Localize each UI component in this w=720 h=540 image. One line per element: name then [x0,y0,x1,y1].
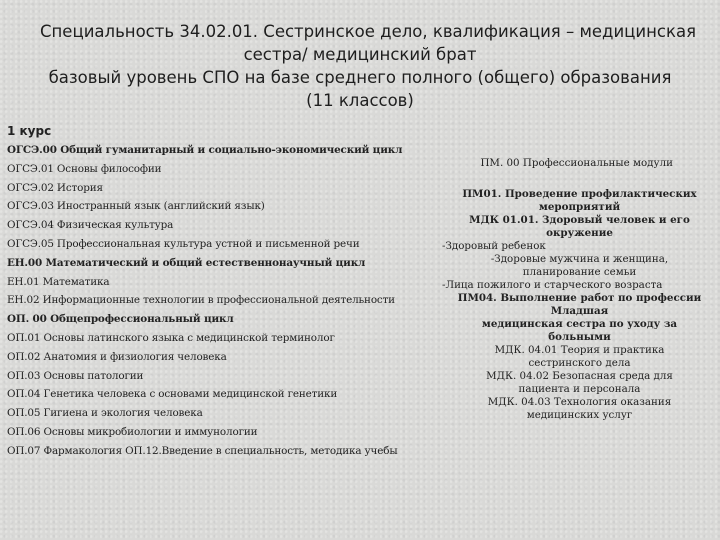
list-item: ОГСЭ.03 Иностранный язык (английский язык) [7,200,265,213]
pm01-line-1: ПМ01. Проведение профилактических [462,188,697,200]
document-title [40,20,697,112]
mdk0101-line-2: окружение [546,227,613,239]
list-item: ОГСЭ.01 Основы философии [7,162,162,175]
mdk0401-line-1: МДК. 04.01 Теория и практика [494,344,665,356]
list-item: ОГСЭ.04 Физическая культура [7,219,174,232]
list-item: ЕН.02 Информационные технологии в профессиональной деятельности [7,294,395,307]
professional-modules [442,156,717,422]
title-line-2: сестра/ медицинский брат [243,45,477,64]
list-item: ОГСЭ.05 Профессиональная культура устной и письменной речи [7,237,360,250]
pm01-title [442,188,717,214]
list-item: ЕН.00 Математический и общий естественнонаучный цикл [7,256,366,269]
pm04-line-3: медицинская сестра по уходу за [481,318,678,330]
item2-line-1: -Здоровые мужчина и женщина, [490,253,669,265]
pm04-title [442,292,717,344]
mdk0402-line-1: МДК. 04.02 Безопасная среда для [486,370,673,382]
course-label: 1 курс [7,124,52,138]
mdk0401 [442,344,717,370]
list-item: ОП.06 Основы микробиологии и иммунологии [7,425,258,438]
list-item: ЕН.01 Математика [7,275,110,288]
mdk0403-line-2: медицинских услуг [526,409,633,421]
pm04-line-2: Младшая [550,305,609,317]
mdk0403 [442,396,717,422]
list-item: ОГСЭ.02 История [7,181,103,194]
item2-line-2: планирование семьи [522,266,637,278]
list-item: ОП.02 Анатомия и физиология человека [7,350,227,363]
list-item: ОП.01 Основы латинского языка с медицинской терминолог [7,331,335,344]
mdk0403-line-1: МДК. 04.03 Технология оказания [487,396,672,408]
mdk0101-title [442,214,717,240]
mdk0402-line-2: пациента и персонала [518,383,641,395]
list-item: ОГСЭ.00 Общий гуманитарный и социально-экономический цикл [7,144,403,156]
mdk0402 [442,370,717,396]
list-item: ОП. 00 Общепрофессиональный цикл [7,313,234,326]
list-item: ОП.03 Основы патологии [7,369,144,382]
list-item [442,253,717,279]
pm04-line-4: больными [548,331,611,343]
mdk0101-line-1: МДК 01.01. Здоровый человек и его [469,214,690,226]
title-line-4: (11 классов) [306,91,414,110]
general-subjects-list [7,141,437,461]
list-item: -Здоровый ребенок [442,240,546,252]
title-line-1: Специальность 34.02.01. Сестринское дело, квалификация – медицинская [40,22,697,41]
mdk0401-line-2: сестринского дела [528,357,631,369]
list-item: -Лица пожилого и старческого возраста [442,279,663,291]
title-line-3: базовый уровень СПО на базе среднего полного (общего) образования [48,68,672,87]
pm04-line-1: ПМ04. Выполнение работ по профессии [457,292,702,304]
list-item: ОП.04 Генетика человека с основами медицинской генетики [7,388,338,401]
list-item: ОП.07 Фармакология ОП.12.Введение в специальность, методика учебы [7,444,398,457]
list-item: ОП.05 Гигиена и экология человека [7,407,203,420]
modules-header: ПМ. 00 Профессиональные модули [480,157,673,169]
pm01-line-2: мероприятий [538,201,621,213]
